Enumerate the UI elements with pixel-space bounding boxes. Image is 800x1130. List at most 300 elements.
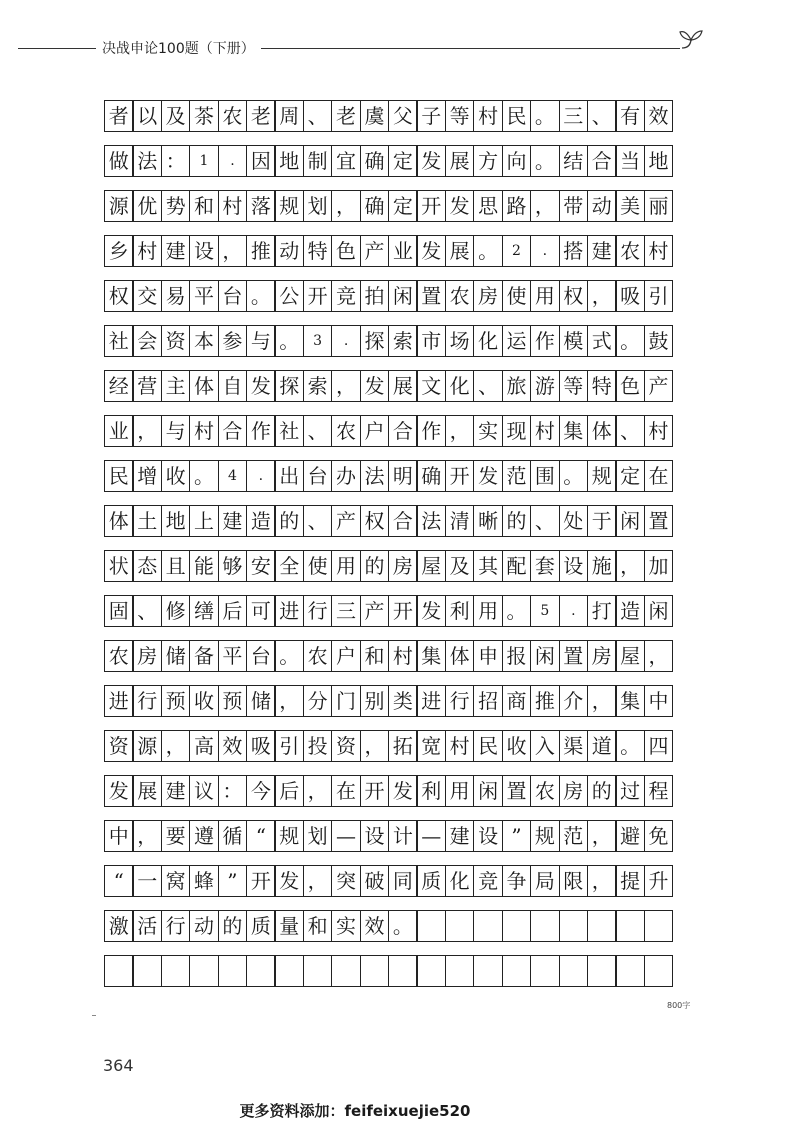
grid-cell: ， bbox=[644, 640, 674, 672]
grid-cell: 蜂 bbox=[189, 865, 219, 897]
grid-cell: 运 bbox=[502, 325, 532, 357]
grid-cell: 3 bbox=[303, 325, 333, 357]
grid-cell: 向 bbox=[502, 145, 532, 177]
grid-cell: 产 bbox=[360, 235, 390, 267]
grid-cell: ： bbox=[161, 145, 191, 177]
grid-cell: 索 bbox=[388, 325, 418, 357]
grid-cell: 四 bbox=[644, 730, 674, 762]
grid-cell bbox=[161, 955, 191, 987]
grid-cell: 免 bbox=[644, 820, 674, 852]
grid-cell: 争 bbox=[502, 865, 532, 897]
grid-cell: 三 bbox=[331, 595, 361, 627]
grid-cell: 资 bbox=[161, 325, 191, 357]
grid-cell: 业 bbox=[388, 235, 418, 267]
grid-cell: 分 bbox=[303, 685, 333, 717]
grid-cell: 吸 bbox=[615, 280, 645, 312]
grid-cell: 状 bbox=[104, 550, 134, 582]
grid-cell: 开 bbox=[388, 595, 418, 627]
grid-row bbox=[104, 280, 696, 312]
grid-cell: 划 bbox=[303, 190, 333, 222]
grid-cell: “ bbox=[104, 865, 134, 897]
grid-cell: 提 bbox=[615, 865, 645, 897]
sprout-icon bbox=[678, 26, 704, 54]
footer-text: 更多资料添加：feifeixuejie520 bbox=[239, 1102, 471, 1120]
grid-cell: 打 bbox=[587, 595, 617, 627]
grid-row bbox=[104, 955, 696, 987]
grid-cell: 收 bbox=[502, 730, 532, 762]
grid-cell: 合 bbox=[218, 415, 248, 447]
grid-cell: 闲 bbox=[388, 280, 418, 312]
grid-cell bbox=[445, 910, 475, 942]
grid-cell: 置 bbox=[416, 280, 446, 312]
grid-cell: 法 bbox=[132, 145, 162, 177]
grid-cell: 局 bbox=[530, 865, 560, 897]
grid-cell: 介 bbox=[559, 685, 589, 717]
grid-cell: ， bbox=[530, 190, 560, 222]
grid-cell: ， bbox=[303, 865, 333, 897]
grid-cell: 有 bbox=[615, 100, 645, 132]
grid-cell: 探 bbox=[274, 370, 304, 402]
grid-cell: 自 bbox=[218, 370, 248, 402]
grid-cell: 拍 bbox=[360, 280, 390, 312]
grid-cell: 势 bbox=[161, 190, 191, 222]
grid-cell: 。 bbox=[246, 280, 276, 312]
grid-cell: 渠 bbox=[559, 730, 589, 762]
grid-cell: 美 bbox=[615, 190, 645, 222]
grid-row bbox=[104, 640, 696, 672]
grid-cell: 后 bbox=[274, 775, 304, 807]
grid-cell: 平 bbox=[189, 280, 219, 312]
grid-cell: 且 bbox=[161, 550, 191, 582]
grid-cell: 、 bbox=[587, 100, 617, 132]
grid-cell bbox=[303, 955, 333, 987]
grid-cell: 发 bbox=[416, 235, 446, 267]
grid-cell: 合 bbox=[587, 145, 617, 177]
grid-cell: 围 bbox=[530, 460, 560, 492]
grid-cell: 与 bbox=[246, 325, 276, 357]
grid-cell: 民 bbox=[502, 100, 532, 132]
grid-row bbox=[104, 190, 696, 222]
grid-cell: 。 bbox=[559, 460, 589, 492]
grid-cell: 规 bbox=[274, 190, 304, 222]
grid-cell: 源 bbox=[104, 190, 134, 222]
grid-cell bbox=[587, 910, 617, 942]
grid-cell: 利 bbox=[416, 775, 446, 807]
grid-row bbox=[104, 415, 696, 447]
grid-cell: 。 bbox=[274, 325, 304, 357]
grid-cell: 思 bbox=[473, 190, 503, 222]
grid-cell: 吸 bbox=[246, 730, 276, 762]
grid-cell: 、 bbox=[530, 505, 560, 537]
grid-cell: 合 bbox=[388, 505, 418, 537]
grid-cell: . bbox=[218, 145, 248, 177]
grid-cell bbox=[502, 955, 532, 987]
grid-cell: 用 bbox=[331, 550, 361, 582]
grid-cell bbox=[360, 955, 390, 987]
grid-cell: 。 bbox=[615, 730, 645, 762]
grid-cell: 激 bbox=[104, 910, 134, 942]
grid-cell: ， bbox=[161, 730, 191, 762]
grid-cell: 当 bbox=[615, 145, 645, 177]
grid-cell: 窝 bbox=[161, 865, 191, 897]
grid-cell: 主 bbox=[161, 370, 191, 402]
grid-cell: 、 bbox=[615, 415, 645, 447]
grid-row bbox=[104, 505, 696, 537]
grid-cell: 结 bbox=[559, 145, 589, 177]
grid-cell: 效 bbox=[644, 100, 674, 132]
grid-cell: 等 bbox=[559, 370, 589, 402]
grid-cell: ， bbox=[445, 415, 475, 447]
grid-cell: 晰 bbox=[473, 505, 503, 537]
grid-cell bbox=[559, 910, 589, 942]
grid-cell: 限 bbox=[559, 865, 589, 897]
grid-cell: 规 bbox=[587, 460, 617, 492]
grid-cell: 的 bbox=[360, 550, 390, 582]
grid-cell: 置 bbox=[644, 505, 674, 537]
grid-cell: 行 bbox=[132, 685, 162, 717]
grid-cell: 文 bbox=[416, 370, 446, 402]
grid-cell: 确 bbox=[360, 145, 390, 177]
grid-cell bbox=[615, 955, 645, 987]
grid-cell: 闲 bbox=[615, 505, 645, 537]
grid-row bbox=[104, 100, 696, 132]
grid-cell: “ bbox=[246, 820, 276, 852]
grid-cell: 旅 bbox=[502, 370, 532, 402]
grid-cell: 索 bbox=[303, 370, 333, 402]
grid-cell: 、 bbox=[303, 505, 333, 537]
grid-cell: 活 bbox=[132, 910, 162, 942]
grid-cell: ” bbox=[218, 865, 248, 897]
grid-cell: 质 bbox=[246, 910, 276, 942]
grid-cell: 、 bbox=[132, 595, 162, 627]
grid-cell: 村 bbox=[388, 640, 418, 672]
grid-cell: 遵 bbox=[189, 820, 219, 852]
grid-cell: 推 bbox=[246, 235, 276, 267]
grid-cell: 建 bbox=[218, 505, 248, 537]
grid-cell: 。 bbox=[388, 910, 418, 942]
grid-cell: 及 bbox=[445, 550, 475, 582]
grid-cell bbox=[218, 955, 248, 987]
grid-cell: 其 bbox=[473, 550, 503, 582]
grid-cell: 建 bbox=[161, 775, 191, 807]
grid-cell: 地 bbox=[274, 145, 304, 177]
grid-cell: 法 bbox=[416, 505, 446, 537]
grid-cell: 发 bbox=[473, 460, 503, 492]
grid-cell: 发 bbox=[360, 370, 390, 402]
grid-cell: 竞 bbox=[473, 865, 503, 897]
grid-cell: 量 bbox=[274, 910, 304, 942]
grid-cell: ， bbox=[274, 685, 304, 717]
grid-cell: 。 bbox=[274, 640, 304, 672]
grid-cell bbox=[473, 910, 503, 942]
grid-cell: 门 bbox=[331, 685, 361, 717]
grid-cell: 开 bbox=[246, 865, 276, 897]
grid-cell: 权 bbox=[104, 280, 134, 312]
grid-cell: 类 bbox=[388, 685, 418, 717]
grid-cell: 、 bbox=[473, 370, 503, 402]
grid-cell: 及 bbox=[161, 100, 191, 132]
grid-cell: ， bbox=[587, 685, 617, 717]
grid-cell: 动 bbox=[274, 235, 304, 267]
grid-cell: 发 bbox=[445, 190, 475, 222]
grid-cell: 商 bbox=[502, 685, 532, 717]
grid-cell: 施 bbox=[587, 550, 617, 582]
grid-cell: 台 bbox=[303, 460, 333, 492]
grid-cell: 老 bbox=[246, 100, 276, 132]
grid-cell: 农 bbox=[615, 235, 645, 267]
grid-cell: 现 bbox=[502, 415, 532, 447]
grid-cell bbox=[246, 955, 276, 987]
grid-cell: 与 bbox=[161, 415, 191, 447]
grid-cell: 和 bbox=[189, 190, 219, 222]
grid-cell: 在 bbox=[644, 460, 674, 492]
grid-cell: 可 bbox=[246, 595, 276, 627]
grid-cell: 。 bbox=[189, 460, 219, 492]
grid-cell: 设 bbox=[473, 820, 503, 852]
grid-cell bbox=[615, 910, 645, 942]
grid-cell: 突 bbox=[331, 865, 361, 897]
grid-cell: 易 bbox=[161, 280, 191, 312]
grid-cell: 规 bbox=[530, 820, 560, 852]
grid-cell: 体 bbox=[587, 415, 617, 447]
grid-cell bbox=[530, 910, 560, 942]
grid-cell: 业 bbox=[104, 415, 134, 447]
grid-cell: 行 bbox=[303, 595, 333, 627]
grid-cell: 收 bbox=[161, 460, 191, 492]
grid-cell: 台 bbox=[246, 640, 276, 672]
grid-cell: 。 bbox=[615, 325, 645, 357]
grid-cell: 三 bbox=[559, 100, 589, 132]
grid-cell: 和 bbox=[303, 910, 333, 942]
grid-cell: 1 bbox=[189, 145, 219, 177]
grid-cell: 处 bbox=[559, 505, 589, 537]
grid-row bbox=[104, 865, 696, 897]
grid-cell: 设 bbox=[360, 820, 390, 852]
grid-cell: 在 bbox=[331, 775, 361, 807]
grid-cell: 质 bbox=[416, 865, 446, 897]
grid-cell: 出 bbox=[274, 460, 304, 492]
grid-cell: 权 bbox=[360, 505, 390, 537]
grid-cell: 范 bbox=[502, 460, 532, 492]
grid-cell: 一 bbox=[132, 865, 162, 897]
grid-cell: ， bbox=[587, 280, 617, 312]
grid-cell: 权 bbox=[559, 280, 589, 312]
grid-cell: 2 bbox=[502, 235, 532, 267]
grid-cell: 农 bbox=[331, 415, 361, 447]
grid-cell: 游 bbox=[530, 370, 560, 402]
grid-cell: 乡 bbox=[104, 235, 134, 267]
grid-cell: 的 bbox=[274, 505, 304, 537]
grid-cell: 经 bbox=[104, 370, 134, 402]
grid-cell: 入 bbox=[530, 730, 560, 762]
grid-cell: ， bbox=[587, 820, 617, 852]
grid-row bbox=[104, 370, 696, 402]
grid-cell: 等 bbox=[445, 100, 475, 132]
grid-cell: 农 bbox=[104, 640, 134, 672]
grid-cell: 后 bbox=[218, 595, 248, 627]
grid-cell: 资 bbox=[331, 730, 361, 762]
grid-cell: 户 bbox=[331, 640, 361, 672]
grid-cell: 储 bbox=[246, 685, 276, 717]
grid-cell: 民 bbox=[473, 730, 503, 762]
grid-cell: 进 bbox=[104, 685, 134, 717]
grid-cell: 发 bbox=[246, 370, 276, 402]
grid-cell: ， bbox=[218, 235, 248, 267]
grid-row bbox=[104, 145, 696, 177]
grid-cell: 行 bbox=[445, 685, 475, 717]
grid-cell: 闲 bbox=[530, 640, 560, 672]
grid-cell: ： bbox=[218, 775, 248, 807]
grid-cell: 4 bbox=[218, 460, 248, 492]
grid-cell: 集 bbox=[416, 640, 446, 672]
grid-cell: 明 bbox=[388, 460, 418, 492]
grid-cell: 定 bbox=[388, 190, 418, 222]
grid-cell: . bbox=[530, 235, 560, 267]
grid-cell: 固 bbox=[104, 595, 134, 627]
grid-cell: 闲 bbox=[473, 775, 503, 807]
grid-cell: 能 bbox=[189, 550, 219, 582]
grid-cell: 用 bbox=[445, 775, 475, 807]
grid-cell: 特 bbox=[587, 370, 617, 402]
grid-cell: 村 bbox=[218, 190, 248, 222]
grid-cell: 本 bbox=[189, 325, 219, 357]
grid-cell: 发 bbox=[416, 145, 446, 177]
grid-cell: 模 bbox=[559, 325, 589, 357]
grid-cell: 式 bbox=[587, 325, 617, 357]
grid-cell: 使 bbox=[303, 550, 333, 582]
grid-cell: 进 bbox=[274, 595, 304, 627]
grid-cell: 的 bbox=[218, 910, 248, 942]
grid-row bbox=[104, 685, 696, 717]
grid-row bbox=[104, 595, 696, 627]
grid-cell: 开 bbox=[303, 280, 333, 312]
grid-cell: 农 bbox=[218, 100, 248, 132]
grid-row bbox=[104, 460, 696, 492]
grid-cell: 交 bbox=[132, 280, 162, 312]
grid-cell bbox=[416, 910, 446, 942]
grid-cell: 过 bbox=[615, 775, 645, 807]
grid-cell: 法 bbox=[360, 460, 390, 492]
grid-cell: 利 bbox=[445, 595, 475, 627]
grid-cell: 父 bbox=[388, 100, 418, 132]
grid-cell: 优 bbox=[132, 190, 162, 222]
grid-cell: 集 bbox=[615, 685, 645, 717]
grid-cell: ， bbox=[331, 190, 361, 222]
grid-cell: 别 bbox=[360, 685, 390, 717]
grid-cell: 建 bbox=[161, 235, 191, 267]
grid-cell: 和 bbox=[360, 640, 390, 672]
grid-cell: 造 bbox=[246, 505, 276, 537]
grid-cell: 屋 bbox=[615, 640, 645, 672]
grid-cell: 今 bbox=[246, 775, 276, 807]
grid-cell: 作 bbox=[530, 325, 560, 357]
grid-cell: 村 bbox=[644, 415, 674, 447]
grid-cell: 报 bbox=[502, 640, 532, 672]
grid-cell: 农 bbox=[303, 640, 333, 672]
grid-cell: 造 bbox=[615, 595, 645, 627]
grid-cell: 发 bbox=[274, 865, 304, 897]
grid-row bbox=[104, 775, 696, 807]
grid-cell: 程 bbox=[644, 775, 674, 807]
grid-cell: 中 bbox=[644, 685, 674, 717]
grid-cell: 规 bbox=[274, 820, 304, 852]
grid-cell: 体 bbox=[189, 370, 219, 402]
grid-cell bbox=[331, 955, 361, 987]
grid-cell: 定 bbox=[388, 145, 418, 177]
grid-cell: 方 bbox=[473, 145, 503, 177]
grid-cell: 因 bbox=[246, 145, 276, 177]
grid-cell: 招 bbox=[473, 685, 503, 717]
grid-cell: 定 bbox=[615, 460, 645, 492]
grid-cell: 效 bbox=[218, 730, 248, 762]
grid-cell: 村 bbox=[445, 730, 475, 762]
grid-cell bbox=[189, 955, 219, 987]
grid-cell: 配 bbox=[502, 550, 532, 582]
grid-cell: 市 bbox=[416, 325, 446, 357]
grid-cell: 村 bbox=[644, 235, 674, 267]
grid-cell: 全 bbox=[274, 550, 304, 582]
grid-cell: 地 bbox=[644, 145, 674, 177]
grid-cell: 同 bbox=[388, 865, 418, 897]
grid-cell: 避 bbox=[615, 820, 645, 852]
grid-cell: 路 bbox=[502, 190, 532, 222]
grid-cell: 5 bbox=[530, 595, 560, 627]
grid-cell: 探 bbox=[360, 325, 390, 357]
grid-cell: 投 bbox=[303, 730, 333, 762]
grid-cell: — bbox=[416, 820, 446, 852]
grid-cell: 社 bbox=[274, 415, 304, 447]
grid-cell bbox=[530, 955, 560, 987]
grid-cell: 源 bbox=[132, 730, 162, 762]
grid-cell: 体 bbox=[445, 640, 475, 672]
page-number: 364 bbox=[103, 1056, 134, 1075]
grid-cell: 化 bbox=[473, 325, 503, 357]
grid-cell: 储 bbox=[161, 640, 191, 672]
grid-cell bbox=[132, 955, 162, 987]
grid-row bbox=[104, 325, 696, 357]
grid-cell: 产 bbox=[644, 370, 674, 402]
grid-cell: 以 bbox=[132, 100, 162, 132]
grid-cell: 效 bbox=[360, 910, 390, 942]
grid-cell: 用 bbox=[530, 280, 560, 312]
grid-cell: 划 bbox=[303, 820, 333, 852]
book-title: 决战申论100题（下册） bbox=[96, 38, 261, 58]
grid-cell: 房 bbox=[132, 640, 162, 672]
grid-cell: 宽 bbox=[416, 730, 446, 762]
grid-cell: 搭 bbox=[559, 235, 589, 267]
grid-cell: 参 bbox=[218, 325, 248, 357]
grid-cell: 引 bbox=[274, 730, 304, 762]
grid-cell: 合 bbox=[388, 415, 418, 447]
grid-cell: 、 bbox=[303, 415, 333, 447]
grid-cell: 展 bbox=[388, 370, 418, 402]
grid-cell: 化 bbox=[445, 370, 475, 402]
grid-cell: 上 bbox=[189, 505, 219, 537]
grid-cell: ， bbox=[331, 370, 361, 402]
grid-cell: 拓 bbox=[388, 730, 418, 762]
margin-mark bbox=[92, 1015, 96, 1016]
grid-cell: ， bbox=[132, 415, 162, 447]
grid-cell: 实 bbox=[473, 415, 503, 447]
grid-cell: 修 bbox=[161, 595, 191, 627]
grid-cell: 开 bbox=[360, 775, 390, 807]
grid-cell: 办 bbox=[331, 460, 361, 492]
grid-cell: 村 bbox=[132, 235, 162, 267]
grid-cell: 户 bbox=[360, 415, 390, 447]
grid-cell: 体 bbox=[104, 505, 134, 537]
grid-cell bbox=[388, 955, 418, 987]
grid-cell: 申 bbox=[473, 640, 503, 672]
